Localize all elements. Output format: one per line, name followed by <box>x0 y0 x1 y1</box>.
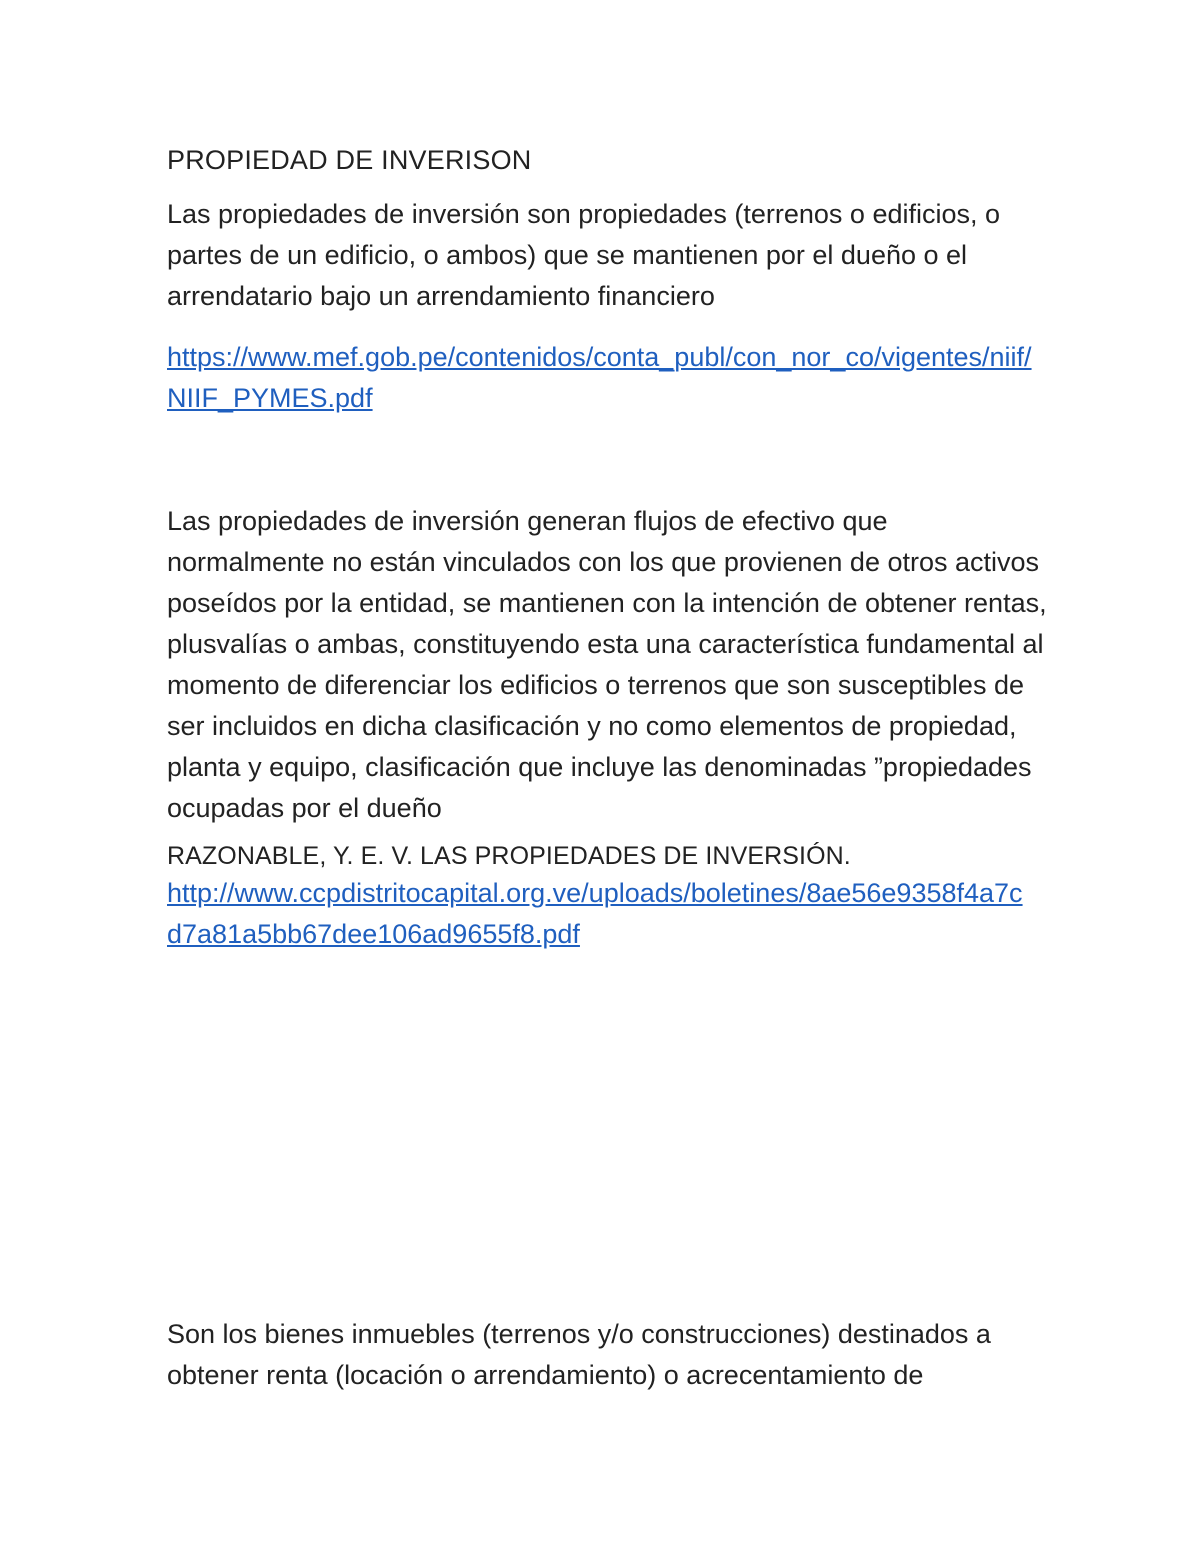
paragraph-definition: Las propiedades de inversión son propiedades (terrenos o edificios, o partes de un edificio, o ambos) que se mantienen por el dueño o el arrendatario bajo un arrendamiento financiero <box>167 199 1001 311</box>
document-heading: PROPIEDAD DE INVERISON <box>167 145 532 175</box>
reference-link-mef[interactable]: https://www.mef.gob.pe/contenidos/conta_publ/con_nor_co/vigentes/niif/NIIF_PYMES.pdf <box>167 342 1032 413</box>
citation-text: RAZONABLE, Y. E. V. LAS PROPIEDADES DE INVERSIÓN. <box>167 842 851 870</box>
document-body <box>167 140 1047 955</box>
reference-link-ccp[interactable]: http://www.ccpdistritocapital.org.ve/uploads/boletines/8ae56e9358f4a7cd7a81a5bb67dee106ad9655f8.pdf <box>167 878 1023 949</box>
paragraph-cash-flows: Las propiedades de inversión generan flujos de efectivo que normalmente no están vinculados con los que provienen de otros activos poseídos por la entidad, se mantienen con la intención de obtener rentas, plusvalías o ambas, constituyendo esta una característica fundamental al momento de diferenciar los edificios o terrenos que son susceptibles de ser incluidos en dicha clasificación y no como elementos de propiedad, planta y equipo, clasificación que incluye las denominadas ”propiedades ocupadas por el dueño <box>167 506 1047 823</box>
paragraph-real-estate: Son los bienes inmuebles (terrenos y/o construcciones) destinados a obtener renta (locación o arrendamiento) o acrecentamiento de <box>167 1319 991 1390</box>
